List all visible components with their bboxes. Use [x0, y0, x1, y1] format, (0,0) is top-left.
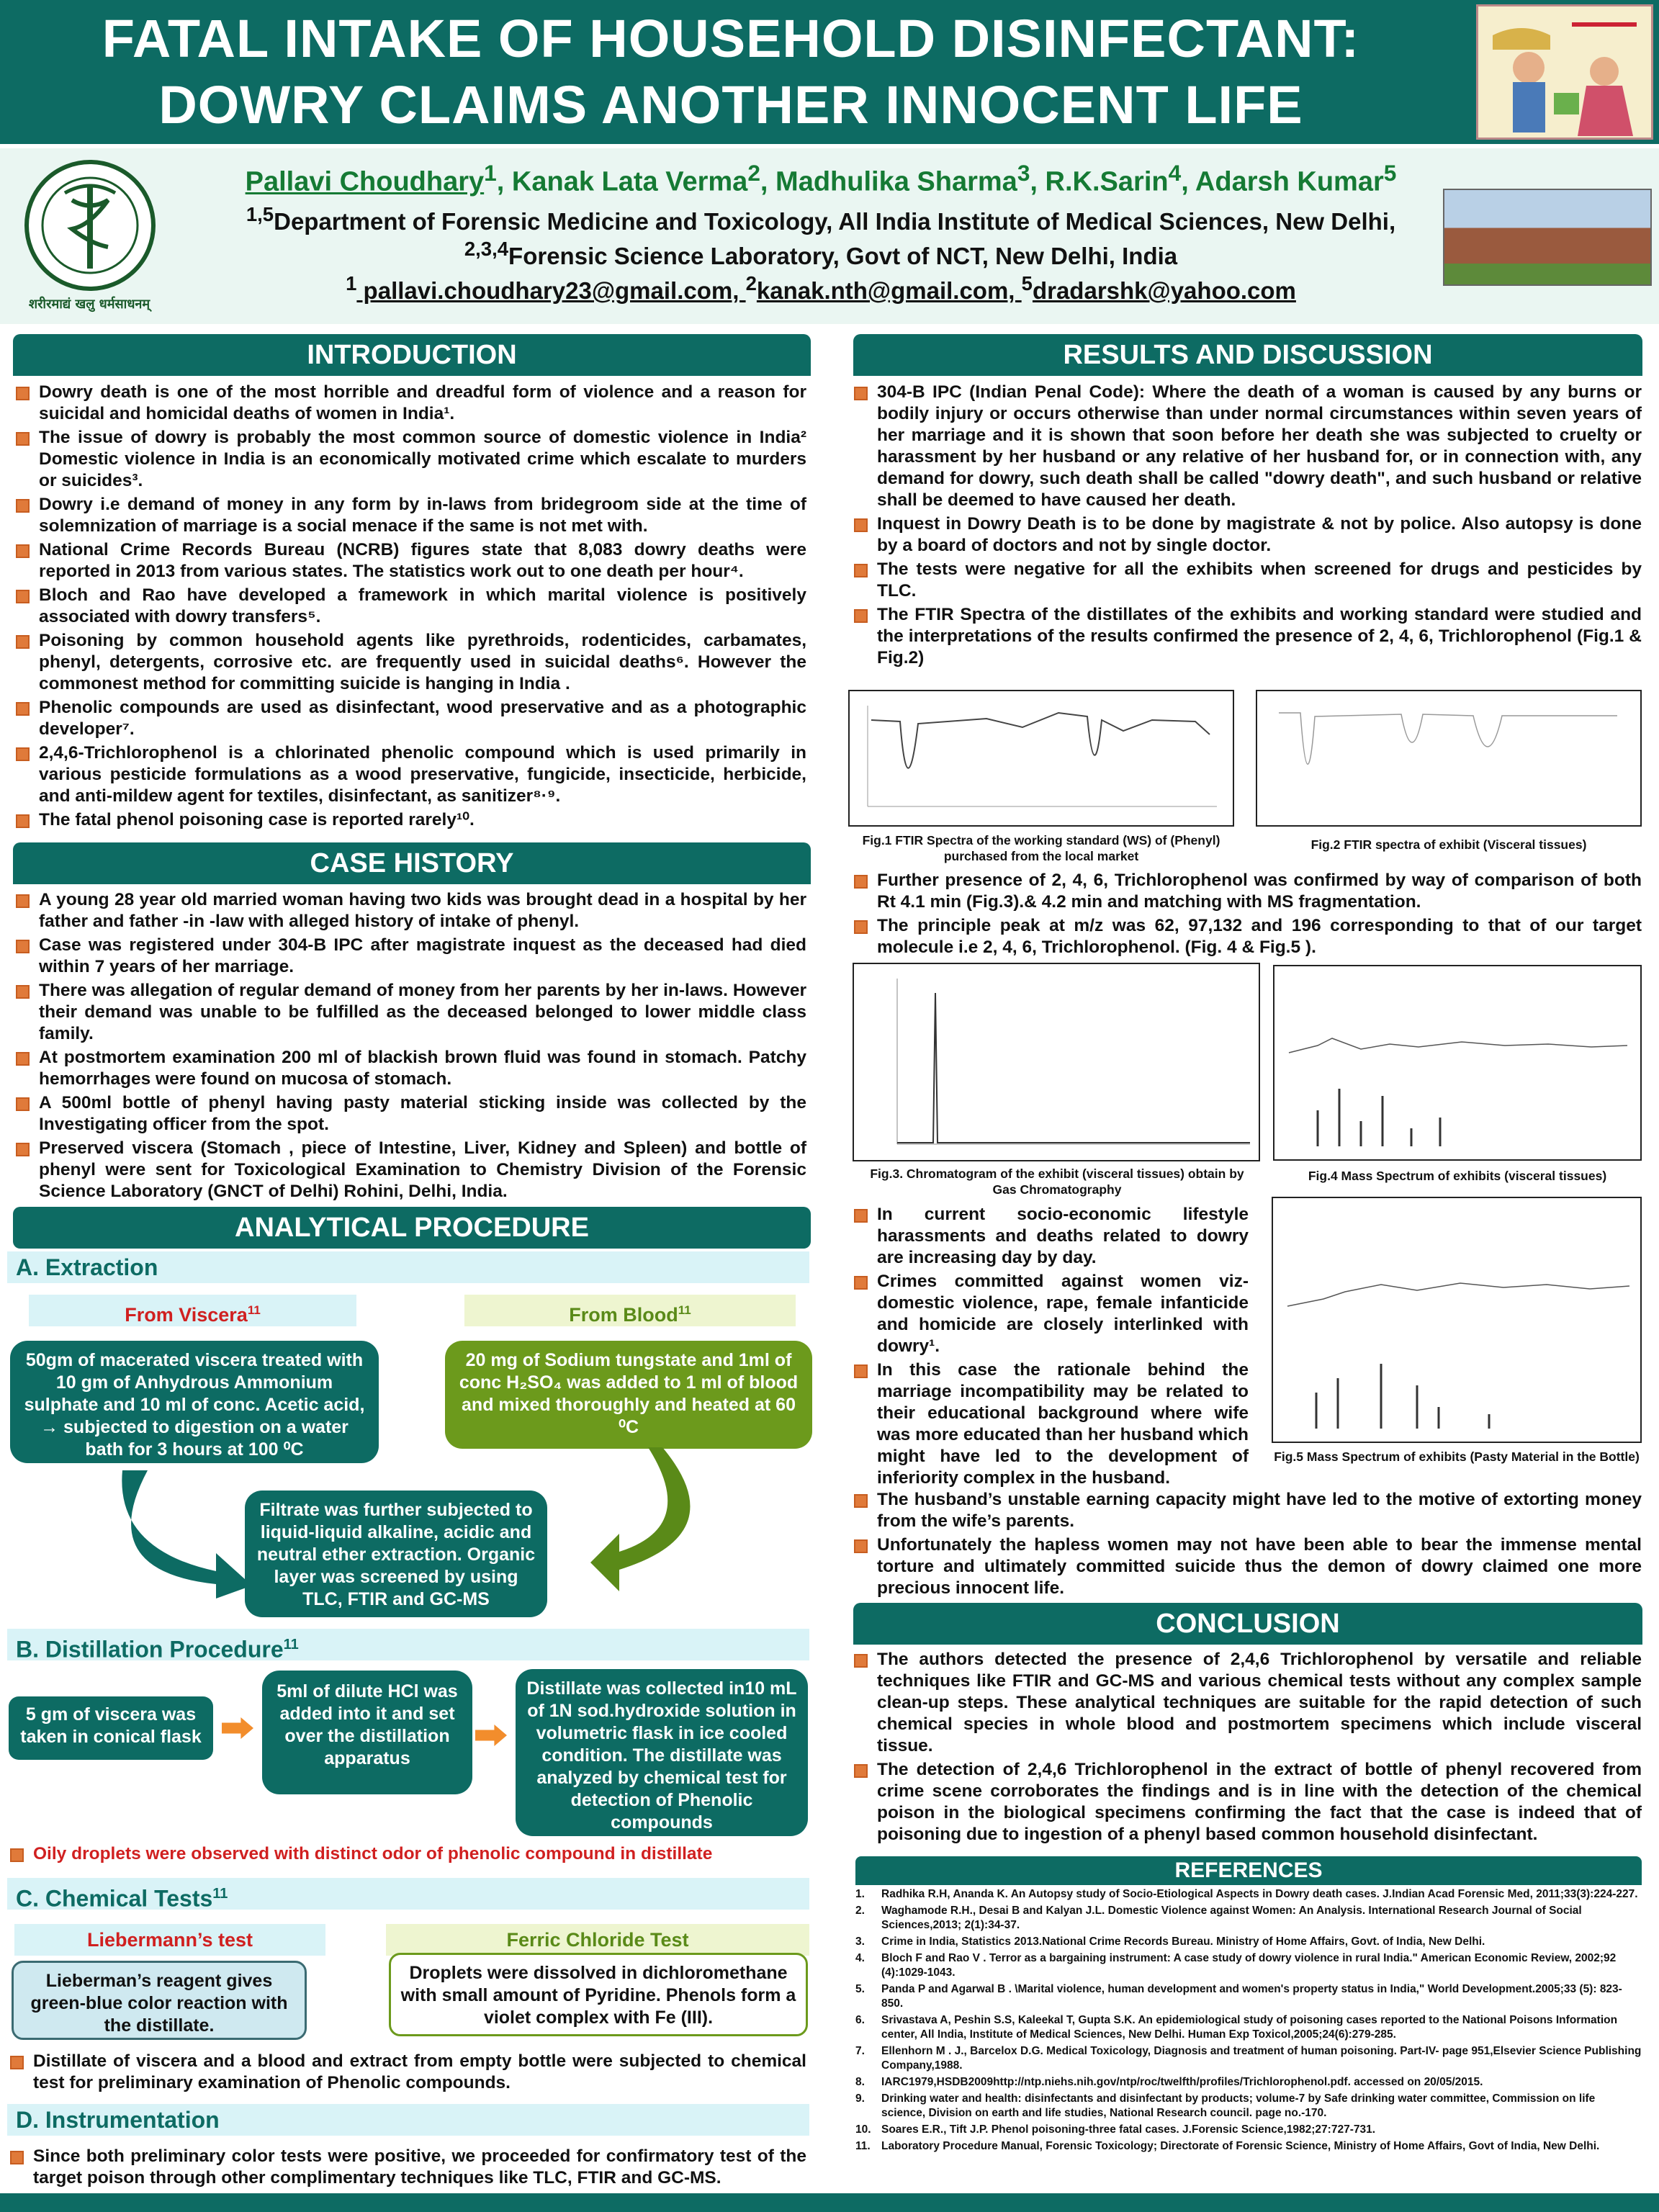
from-viscera-label: From Viscera$^{11}$	[29, 1295, 356, 1326]
reference-text: Crime in India, Statistics 2013.National Crime Records Bureau. Ministry of Home Affairs, Govt. of India, New Delhi.	[881, 1936, 1485, 1948]
author-list: Pallavi Choudhary$^1$, Kanak Lata Verma$^2$, Madhulika Sharma$^3$, R.K.Sarin$^4$, Adarsh Kumar$^5$	[245, 160, 1397, 197]
reference-number: 2.	[855, 1905, 865, 1917]
reference-number: 4.	[855, 1952, 865, 1964]
fig4-caption: Fig.4 Mass Spectrum of exhibits (visceral tissues)	[1308, 1169, 1607, 1183]
reference-text: Soares E.R., Tift J.P. Phenol poisoning-three fatal cases. J.Forensic Science,1982;27:727-731.	[881, 2123, 1376, 2136]
results-list-narrow	[851, 1204, 1249, 1491]
list-item: Case was registered under 304-B IPC after magistrate inquest as the deceased had died within 7 years of her marriage.	[13, 935, 806, 978]
reference-number: 8.	[855, 2076, 865, 2088]
references-heading: REFERENCES	[855, 1856, 1642, 1885]
title-line-1: FATAL INTAKE OF HOUSEHOLD DISINFECTANT:	[102, 9, 1360, 68]
distillation-step-3: Distillate was collected in10 mL of 1N sod.hydroxide solution in volumetric flask in ice cooled condition. The distillate was analyzed by chemical test for detection of Phenolic compounds	[516, 1669, 808, 1836]
title-line-2: DOWRY CLAIMS ANOTHER INNOCENT LIFE	[158, 75, 1303, 135]
distillation-step-2: 5ml of dilute HCl was added into it and set over the distillation apparatus	[262, 1671, 472, 1794]
list-item: Bloch and Rao have developed a framework in which marital violence is positively associated with dowry transfers⁵.	[13, 585, 806, 628]
list-item: Poisoning by common household agents like pyrethroids, rodenticides, carbamates, phenyl, detergents, corrosive etc. are frequently used in suicidal deaths⁶. However the commonest method for committing suicide is hanging in India .	[13, 630, 806, 695]
list-item: The fatal phenol poisoning case is reported rarely¹⁰.	[13, 809, 806, 831]
fig3-caption: Fig.3. Chromatogram of the exhibit (visceral tissues) obtain by Gas Chromatography	[870, 1166, 1244, 1197]
reference-item	[855, 1935, 1642, 1949]
chemical-tests-heading: C. Chemical Tests$^{11}$	[7, 1878, 809, 1910]
results-list-top	[851, 382, 1642, 671]
reference-item	[855, 1982, 1642, 2011]
fig3-chromatogram	[853, 963, 1260, 1161]
list-item: Preserved viscera (Stomach , piece of Intestine, Liver, Kidney and Spleen) and bottle of phenyl were sent for Toxicological Examination to Chemistry Division of the Forensic Science Laboratory (GNCT of Delhi) Rohini, Delhi, India.	[13, 1138, 806, 1202]
reference-number: 7.	[855, 2045, 865, 2057]
list-item: Phenolic compounds are used as disinfectant, wood preservative and as a photographic developer⁷.	[13, 697, 806, 740]
flow-arrow-left-icon	[108, 1463, 259, 1600]
reference-item	[855, 1951, 1642, 1980]
reference-text: Waghamode R.H., Desai B and Kalyan J.L. Domestic Violence against Women: An Analysis. International Research Journal of Social Sciences,2013; 2(1):34-37.	[881, 1905, 1582, 1931]
filtrate-box: Filtrate was further subjected to liquid-liquid alkaline, acidic and neutral ether extraction. Organic layer was screened by using TLC, FTIR and GC-MS	[245, 1491, 547, 1617]
list-item: 304-B IPC (Indian Penal Code): Where the death of a woman is caused by any burns or bodily injury or occurs otherwise than under normal circumstances within seven years of her marriage and it is shown that soon before her death she was subjected to cruelty or harassment by her husband or any relative of her husband for, or in connection with, any demand for dowry, such death shall be called "dowry death", and such husband or relative shall be deemed to have caused her death.	[851, 382, 1642, 511]
fig2-caption: Fig.2 FTIR spectra of exhibit (Visceral tissues)	[1310, 837, 1587, 852]
reference-number: 3.	[855, 1936, 865, 1948]
reference-text: Panda P and Agarwal B . \Marital violence, human development and women's property status in India," World Development.2005;33 (5): 823-850.	[881, 1983, 1622, 2010]
author-name: Madhulika Sharma	[775, 166, 1017, 197]
distillation-heading: B. Distillation Procedure$^{11}$	[7, 1629, 809, 1660]
case-history-list	[13, 889, 806, 1205]
analytical-heading: ANALYTICAL PROCEDURE	[13, 1207, 811, 1249]
reference-number: 11.	[855, 2140, 871, 2152]
conclusion-list	[851, 1649, 1642, 1848]
reference-number: 9.	[855, 2092, 865, 2105]
fig1-ftir-standard	[848, 690, 1234, 827]
list-item: Crimes committed against women viz- domestic violence, rape, female infanticide and homicide are closely interlinked with dowry¹.	[851, 1271, 1249, 1357]
reference-text: Radhika R.H, Ananda K. An Autopsy study of Socio-Etiological Aspects in Dowry death cases. J.Indian Acad Forensic Med, 2011;33(3):224-227.	[881, 1888, 1638, 1900]
reference-number: 5.	[855, 1983, 865, 1995]
list-item: The tests were negative for all the exhibits when screened for drugs and pesticides by TLC.	[851, 559, 1642, 602]
distillation-step-1: 5 gm of viscera was taken in conical flask	[9, 1696, 213, 1760]
case-history-heading: CASE HISTORY	[13, 842, 811, 884]
list-item: Dowry i.e demand of money in any form by in-laws from bridegroom side at the time of solemnization of marriage is a social menace if the same is not met with.	[13, 494, 806, 537]
viscera-extraction-box: 50gm of macerated viscera treated with 10 gm of Anhydrous Ammonium sulphate and 10 ml of conc. Acetic acid, → subjected to digestion on a water bath for 3 hours at 100 ⁰C	[10, 1341, 379, 1463]
liebermann-box: Lieberman’s reagent gives green-blue color reaction with the distillate.	[12, 1961, 307, 2040]
introduction-list	[13, 382, 806, 833]
instrumentation-note	[7, 2146, 806, 2191]
list-item: In this case the rationale behind the marriage incompatibility may be related to their educational background where wife was more educated than her husband which might have led to the development of inferiority complex in the husband.	[851, 1359, 1249, 1489]
introduction-heading: INTRODUCTION	[13, 334, 811, 376]
logo-motto: शरीरमाद्यं खलु धर्मसाधनम्	[28, 297, 150, 312]
list-item: The authors detected the presence of 2,4,6 Trichlorophenol by versatile and reliable techniques like FTIR and GC-MS and various chemical tests without any complex sample clean-up steps. These analytical techniques are suitable for the rapid detection of such chemical species in whole blood and postmortem specimens which include visceral tissue.	[851, 1649, 1642, 1757]
list-item: National Crime Records Bureau (NCRB) figures state that 8,083 dowry deaths were reported in 2013 from various states. The statistics work out to one death per hour⁴.	[13, 539, 806, 583]
from-blood-label: From Blood$^{11}$	[464, 1295, 796, 1326]
oily-droplets-note	[7, 1843, 806, 1867]
reference-item	[855, 2139, 1642, 2154]
list-item: The detection of 2,4,6 Trichlorophenol in the extract of bottle of phenyl recovered from crime scene corroborates the findings and is in line with the detection of the chemical poison in the biological specimens confirming the fact that the case is indeed that of poisoning due to ingestion of a phenyl based common household disinfectant.	[851, 1759, 1642, 1845]
instrumentation-heading: D. Instrumentation	[7, 2104, 809, 2136]
reference-text: Drinking water and health: disinfectants and disinfectant by products; volume-7 by Safe drinking water committee, Commission on life science, Division on earth and life studies, National Research council. page no.-170.	[881, 2092, 1596, 2119]
list-item: Distillate of viscera and a blood and extract from empty bottle were subjected to chemical test for preliminary examination of Phenolic compounds.	[7, 2051, 806, 2094]
reference-item	[855, 2092, 1642, 2121]
blood-extraction-box: 20 mg of Sodium tungstate and 1ml of conc H₂SO₄ was added to 1 ml of blood and mixed thoroughly and heated at 60 ⁰C	[445, 1341, 812, 1449]
list-item: The husband’s unstable earning capacity might have led to the motive of extorting money from the wife’s parents.	[851, 1489, 1642, 1532]
results-list-bottom	[851, 1489, 1642, 1601]
ferric-chloride-box: Droplets were dissolved in dichloromethane with small amount of Pyridine. Phenols form a violet complex with Fe (III).	[389, 1953, 808, 2036]
institute-building-photo	[1443, 189, 1652, 286]
flow-arrow-right-icon	[590, 1447, 713, 1599]
author-name: Pallavi Choudhary	[245, 166, 485, 197]
aiims-logo	[22, 157, 158, 311]
list-item: The issue of dowry is probably the most common source of domestic violence in India² Domestic violence in India is an economically motivated crime which escalate to murders or suicides³.	[13, 427, 806, 492]
reference-number: 10.	[855, 2123, 871, 2136]
arrow-right-icon	[475, 1725, 507, 1746]
reference-item	[855, 2075, 1642, 2090]
reference-item	[855, 2044, 1642, 2073]
list-item: Inquest in Dowry Death is to be done by magistrate & not by police. Also autopsy is done by a board of doctors and not by single doctor.	[851, 513, 1642, 557]
footer-band	[0, 2193, 1659, 2212]
affiliation-2: $^{2,3,4}$Forensic Science Laboratory, Govt of NCT, New Delhi, India	[464, 238, 1178, 269]
author-emails: $^1$ pallavi.choudhary23@gmail.com, $^2$kanak.nth@gmail.com, $^5$dradarshk@yahoo.com	[346, 272, 1296, 304]
list-item: A 500ml bottle of phenyl having pasty material sticking inside was collected by the Investigating officer from the spot.	[13, 1092, 806, 1136]
list-item: Oily droplets were observed with distinct odor of phenolic compound in distillate	[7, 1843, 806, 1865]
reference-text: Ellenhorn M . J., Barcelox D.G. Medical Toxicology, Diagnosis and treatment of human poisoning. Part-IV- page 951,Elsevier Science Publishing Company,1988.	[881, 2045, 1642, 2072]
affiliation-1: $^{1,5}$Department of Forensic Medicine and Toxicology, All India Institute of Medical Sciences, New Delhi,	[246, 203, 1396, 235]
fig5-caption: Fig.5 Mass Spectrum of exhibits (Pasty Material in the Bottle)	[1274, 1449, 1640, 1464]
reference-item	[855, 1887, 1642, 1902]
fig2-ftir-exhibit	[1256, 690, 1642, 827]
fig1-caption: Fig.1 FTIR Spectra of the working standard (WS) of (Phenyl) purchased from the local market	[862, 833, 1220, 863]
author-name: Kanak Lata Verma	[511, 166, 748, 197]
chemical-test-note	[7, 2051, 806, 2096]
reference-text: Laboratory Procedure Manual, Forensic Toxicology; Directorate of Forensic Science, Ministry of Home Affairs, Govt of India, New Delhi.	[881, 2140, 1600, 2152]
author-name: R.K.Sarin	[1045, 166, 1169, 197]
reference-number: 1.	[855, 1888, 865, 1900]
reference-text: Bloch F and Rao V . Terror as a bargaining instrument: A case study of dowry violence in rural India." American Economic Review, 2002;92 (4):1029-1043.	[881, 1952, 1617, 1979]
references-list	[855, 1887, 1642, 2156]
results-heading: RESULTS AND DISCUSSION	[853, 334, 1642, 376]
list-item: Since both preliminary color tests were positive, we proceeded for confirmatory test of the target poison through other complimentary techniques like TLC, FTIR and GC-MS.	[7, 2146, 806, 2189]
list-item: At postmortem examination 200 ml of blackish brown fluid was found in stomach. Patchy hemorrhages were found on mucosa of stomach.	[13, 1047, 806, 1090]
list-item: 2,4,6-Trichlorophenol is a chlorinated phenolic compound which is used primarily in various pesticide formulations as a wood preservative, fungicide, insecticide, herbicide, and anti-mildew agent for textiles, disinfectant, as sanitizer⁸·⁹.	[13, 742, 806, 807]
list-item: In current socio-economic lifestyle harassments and deaths related to dowry are increasing day by day.	[851, 1204, 1249, 1269]
list-item: The FTIR Spectra of the distillates of the exhibits and working standard were studied and the interpretations of the results confirmed the presence of 2, 4, 6, Trichlorophenol (Fig.1 & Fig.2)	[851, 604, 1642, 669]
list-item: Further presence of 2, 4, 6, Trichlorophenol was confirmed by way of comparison of both Rt 4.1 min (Fig.3).& 4.2 min and matching with MS fragmentation.	[851, 870, 1642, 913]
results-list-mid	[851, 870, 1642, 961]
dowry-cartoon-image	[1476, 4, 1653, 140]
reference-text: IARC1979,HSDB2009http://ntp.niehs.nih.gov/ntp/roc/twelfth/profiles/Trichlorophenol.pdf. accessed on 20/05/2015.	[881, 2076, 1483, 2088]
list-item: Unfortunately the hapless women may not have been able to bear the immense mental torture and ultimately committed suicide thus the demon of dowry claimed one more precious innocent life.	[851, 1534, 1642, 1599]
list-item: A young 28 year old married woman having two kids was brought dead in a hospital by her father and father -in -law with alleged history of intake of phenyl.	[13, 889, 806, 932]
list-item: The principle peak at m/z was 62, 97,132 and 196 corresponding to that of our target molecule i.e 2, 4, 6, Trichlorophenol. (Fig. 4 & Fig.5 ).	[851, 915, 1642, 958]
reference-item	[855, 2013, 1642, 2042]
ferric-chloride-label: Ferric Chloride Test	[386, 1924, 809, 1956]
fig4-mass-spectrum	[1273, 965, 1642, 1161]
poster-title	[14, 6, 1447, 138]
liebermann-label: Liebermann’s test	[14, 1924, 325, 1956]
reference-item	[855, 2123, 1642, 2137]
fig5-mass-spectrum	[1272, 1197, 1642, 1443]
reference-item	[855, 1904, 1642, 1933]
email-link[interactable]: dradarshk@yahoo.com	[1032, 277, 1296, 304]
reference-text: Srivastava A, Peshin S.S, Kaleekal T, Gupta S.K. An epidemiological study of poisoning cases reported to the National Poisons Information center, All India, Institute of Medical Sciences, New Delhi. Human Exp Toxicol,2005;24(6):279-285.	[881, 2014, 1618, 2041]
reference-number: 6.	[855, 2014, 865, 2026]
conclusion-heading: CONCLUSION	[853, 1603, 1642, 1645]
arrow-right-icon	[222, 1717, 253, 1739]
extraction-heading: A. Extraction	[7, 1251, 809, 1283]
email-link[interactable]: pallavi.choudhary23@gmail.com,	[356, 277, 746, 304]
list-item: There was allegation of regular demand of money from her parents by her in-laws. However their demand was unable to be fulfilled as the deceased belonged to lower middle class family.	[13, 980, 806, 1045]
list-item: Dowry death is one of the most horrible and dreadful form of violence and a reason for suicidal and homicidal deaths of women in India¹.	[13, 382, 806, 425]
author-name: Adarsh Kumar	[1195, 166, 1384, 197]
email-link[interactable]: kanak.nth@gmail.com,	[756, 277, 1022, 304]
